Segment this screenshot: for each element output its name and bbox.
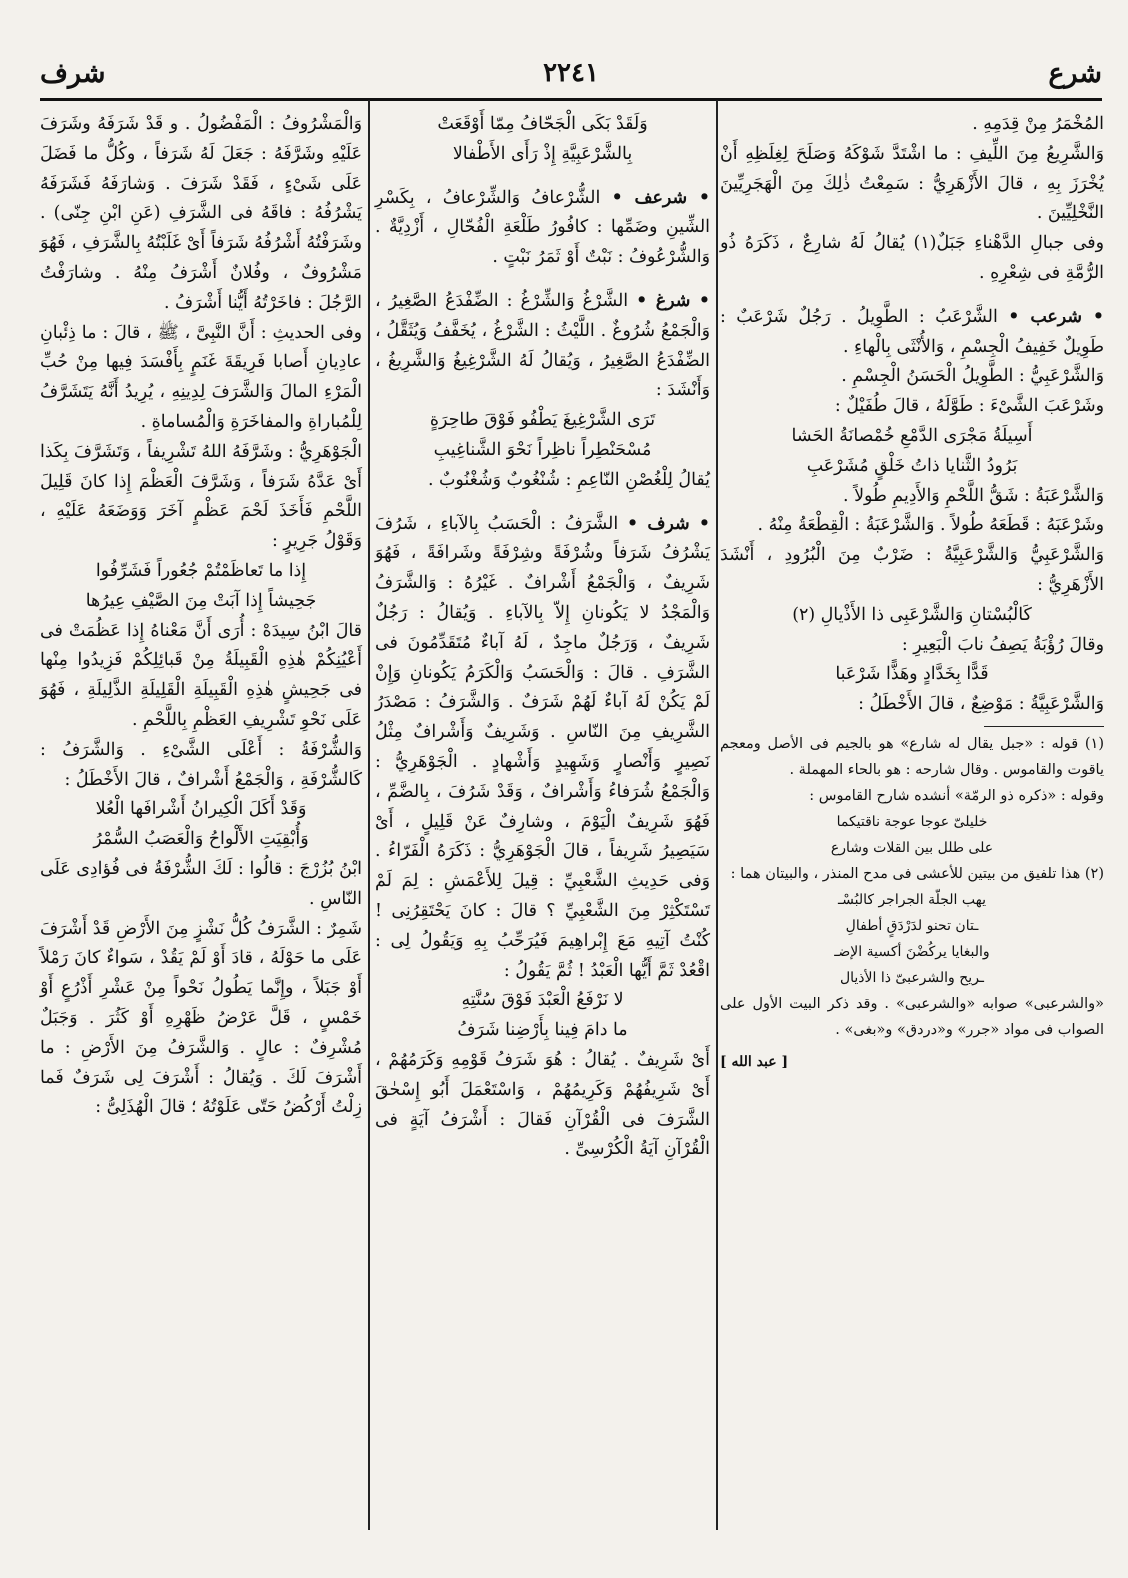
- column-left: [40, 110, 362, 1520]
- running-head-right: شرع: [1048, 58, 1102, 89]
- verse-line: قَدًّا بِخَدَّادٍ وهَذًّا شَرْعَبا: [835, 664, 989, 685]
- entry-text: وَالْمَشْرُوفُ : الْمَفْضُولُ . و قَدْ شَرَفَهُ وشَرَفَ عَلَيْهِ وشَرَّفَهُ : جَعَلَ لَهُ شَرَفاً ، وكُلُّ ما فَضَلَ عَلَى شَىْءٍ ، فَقَدْ شَرَفَ . وَشارَفَهُ فَشَرَفَهُ يَشْرُفُهُ : فاقَهُ فى الشَّرَفِ (عَنِ ابْنِ جِنّى) . وشَرَفْتُهُ أَشْرُفُهُ شَرَفاً أَىْ غَلَبْتُهُ بِالشَّرَفِ ، فَهُوَ مَشْرُوفٌ ، وفُلانٌ أَشْرَفُ مِنْهُ . وشارَفْتُ الرَّجُلَ : فاخَرْتُهُ أَيُّنا أَشْرَفُ .: [40, 114, 362, 313]
- footnote: (١) قوله : «جبل يقال له شارع» هو بالجيم فى الأصل ومعجم ياقوت والقاموس . وقال شارحه : هو بالحاء المهملة .: [720, 735, 1104, 778]
- footnotes: [720, 731, 1104, 1075]
- page-header: [40, 58, 1102, 98]
- verse-line: وَأُبْقِيَتِ الأَلْواحُ وَالْعَصَبُ السُّمْرُ: [93, 829, 309, 850]
- column-divider-right: [716, 100, 718, 1530]
- verse-line: مُسْحَنْطِراً ناظِراً نَحْوَ الشَّناغِيبِ: [433, 439, 652, 460]
- footnote-verse: ـتان تحنو لدَرْدَقٍ أطفالِ: [845, 917, 979, 934]
- column-middle: [375, 110, 710, 1470]
- entry-text: الْجَوْهَرِيُّ : وشَرَّفَهُ اللهُ تَشْرِيفاً ، وَتَشَرَّفَ بِكَذا أَىْ عَدَّهُ شَرَفاً ، وَشَرَّفَ الْعَظْمَ إِذا كانَ قَلِيلَ اللَّحْمِ فَأَخَذَ لَحْمَ عَظْمٍ آخَرَ وَوَضَعَهُ عَلَيْهِ ، وَقَوْلُ جَرِيرٍ :: [40, 441, 362, 552]
- entry-text: وشَرْعَبَهُ : قَطَعَهُ طُولاً . وَالشَّرْعَبَةُ : الْقِطْعَةُ مِنْهُ .: [757, 515, 1104, 536]
- verse-line: ما دامَ فِينا بِأَرْضِنا شَرَفُ: [457, 1020, 628, 1041]
- editor-signature: [ عبد الله ]: [720, 1053, 789, 1070]
- entry-shargh: • شرغ • الشَّرْغُ وَالشِّرْغُ : الضِّفْدَعُ الصَّغِيرُ ، وَالْجَمْعُ شُرُوغٌ . اللَّيْثُ : الشَّرْغُ ، يُخَفَّفُ وَيُثَقَّلُ ، الضِّفْدَعُ الصَّغِيرُ ، وَيُقالُ لَهُ الشَّرْغِيغُ وَالشَّرِيغُ ، وَأَنْشَدَ :: [375, 290, 710, 401]
- entry-text: وَالشَّرِيعُ مِنَ اللِّيفِ : ما اشْتَدَّ شَوْكَهُ وَصَلَحَ لِغِلَظِهِ أَنْ يُخْرَزَ بِهِ ، قالَ الأَزْهَرِيُّ : سَمِعْتُ ذٰلِكَ مِنَ الْهَجَرِيِّينَ النَّخْلِيِّينَ .: [720, 143, 1104, 224]
- verse-line: وَلَقَدْ بَكَى الْجَحّافُ مِمّا أَوْقَعَتْ: [437, 114, 648, 134]
- entry-sharab: • شرعب • الشَّرْعَبُ : الطَّوِيلُ . رَجُلٌ شَرْعَبٌ : طَوِيلٌ خَفِيفُ الْجِسْمِ ، وَالأُنْثَى بِالْهاءِ .: [720, 306, 1105, 357]
- footnote: وقوله : «ذكره ذو الرمّة» أنشده شارح القاموس :: [809, 787, 1104, 804]
- entry-text: وفى جبالِ الدَّهْناءِ جَبَلٌ(١) يُقالُ لَهُ شارِعٌ ، ذَكَرَهُ ذُو الرُّمَّةِ فى شِعْرِهِ .: [720, 233, 1104, 283]
- entry-text: ابْنُ بُزُرْجَ : قالُوا : لَكَ الشُّرْفَةُ فى فُؤادِى عَلَى النّاسِ .: [40, 858, 362, 909]
- entry-sharaf: • شرف • الشَّرَفُ : الْحَسَبُ بِالآباءِ ، شَرُفَ يَشْرُفُ شَرَفاً وشُرْفَةً وشِرْفَةً وشَرافَةً ، فَهُوَ شَرِيفٌ ، وَالْجَمْعُ أَشْرافٌ . غَيْرُهُ : وَالشَّرَفُ وَالْمَجْدُ لا يَكُونانِ إِلاّ بِالآباءِ . وَيُقالُ : رَجُلٌ شَرِيفٌ ، وَرَجُلٌ ماجِدٌ ، لَهُ آباءٌ مُتَقَدِّمُونَ فى الشَّرَفِ . قالَ : وَالْحَسَبُ وَالْكَرَمُ يَكُونانِ وَإِنْ لَمْ يَكُنْ لَهُ آباءٌ لَهُمْ شَرَفٌ . وَالشَّرَفُ : مَصْدَرُ الشَّرِيفِ مِنَ النّاسِ . وَشَرِيفٌ وَأَشْرافٌ مِثْلُ نَصِيرٍ وَأَنْصارٍ وَشَهِيدٍ وَأَشْهادٍ . الْجَوْهَرِيُّ : وَالْجَمْعُ شُرَفاءُ وَأَشْرافٌ ، وَقَدْ شَرُفَ ، بِالضَّمِّ ، فَهُوَ شَرِيفٌ الْيَوْمَ ، وشارِفٌ عَنْ قَلِيلٍ ، أَىْ سَيَصِيرُ شَرِيفاً ، قالَ الْجَوْهَرِيُّ : ذَكَرَهُ الْفَرّاءُ . وَفى حَدِيثِ الشَّعْبِيِّ : قِيلَ لِلأَعْمَشِ : لِمَ لَمْ تَسْتَكْثِرْ مِنَ الشَّعْبِيِّ ؟ قالَ : كانَ يَحْتَقِرُنِى ! كُنْتُ آتِيهِ مَعَ إِبْراهِيمَ فَيُرَحِّبُ بِهِ وَيَقُولُ لِى : اقْعُدْ ثَمَّ أَيُّها الْعَبْدُ ! ثُمَّ يَقُولُ :: [375, 513, 710, 981]
- footnote-verse: ـريح والشرعبىّ ذا الأذيال: [839, 969, 985, 986]
- verse-line: أَسِيلَةُ مَجْرَى الدَّمْعِ خُمْصانَةُ الحَشا: [791, 425, 1033, 446]
- entry-text: وقالَ رُؤْبَةُ يَصِفُ نابَ الْبَعِيرِ :: [901, 634, 1104, 655]
- entry-text: وفى الحديثِ : أَنَّ النَّبِىَّ ، ﷺ ، قالَ : ما ذِئْبانِ عادِيانِ أَصابا فَرِيقَةَ غَنَمٍ بِأَفْسَدَ فِيها مِنْ حُبِّ الْمَرْءِ المالَ وَالشَّرَفَ لِدِينِهِ ، يُرِيدُ أَنَّهُ يَتَشَرَّفُ لِلْمُباراةِ والمفاخَرَةِ وَالْمُساماةِ .: [40, 322, 362, 432]
- entry-text: يُقالُ لِلْغُصْنِ النّاعِمِ : شُنْغُوبٌ وَشُغْنُوبٌ .: [427, 469, 710, 490]
- running-head-left: شرف: [40, 58, 106, 89]
- footnote-rule: [984, 726, 1104, 727]
- page-number: ٢٢٤١: [543, 58, 599, 88]
- verse-line: وَقَدْ أَكَلَ الْكِيرانُ أَشْرافَها الْعُلا: [95, 799, 307, 820]
- verse-line: إِذا ما تَعاظَمْتُمْ جُعُوراً فَشَرِّفُوا: [95, 560, 307, 581]
- entry-text: وَالشُّرْفَةُ : أَعْلَى الشَّىْءِ . وَالشَّرَفُ : كَالشُّرْفَةِ ، وَالْجَمْعُ أَشْرافٌ ، قالَ الأَخْطَلُ :: [40, 739, 362, 790]
- verse-line: جَحِيشاً إِذا آبَتْ مِنَ الصَّيْفِ عِيرُها: [85, 590, 317, 611]
- entry-text: وَالشَّرْعَبِيَّةُ : مَوْضِعٌ ، قالَ الأَخْطَلُ :: [858, 694, 1104, 715]
- footnote-verse: خليلىّ عوجا عوجة ناقتيكما: [836, 813, 988, 830]
- entry-text: وَالشَّرْعَبِيُّ : الطَّوِيلُ الْحَسَنُ الْجِسْمِ .: [841, 366, 1104, 387]
- headword: • شرعب •: [1008, 306, 1105, 327]
- headword: • شرعف •: [611, 187, 711, 208]
- footnote-verse: والبغايا يركُضْنَ أكسية الإضـ: [834, 943, 990, 960]
- entry-text: وشَرْعَبَ الشَّىْءَ : طَوَّلَهُ ، قالَ طُفَيْلٌ :: [834, 396, 1104, 417]
- verse-line: تَرَى الشَّرْغِيغَ يَطْفُو فَوْقَ طاحِرَةٍ: [429, 410, 656, 431]
- footnote-verse: على طلل بين القلات وشارع: [830, 839, 994, 856]
- verse-line: لا نَرْفَعُ الْعَبْدَ فَوْقَ سُنَّتِهِ: [461, 990, 624, 1011]
- footnote: «والشرعبى» صوابه «والشرعبى» . وقد ذكر البيت الأول على الصواب فى مواد «جرر» و«دردق» و«بغى» .: [720, 995, 1104, 1038]
- verse-line: بَرُودُ الثَّنايا ذاتُ خَلْقٍ مُشَرْعَبِ: [806, 455, 1018, 476]
- headword: • شرغ •: [636, 290, 710, 311]
- headword: • شرف •: [626, 513, 710, 534]
- entry-text: أَىْ شَرِيفٌ . يُقالُ : هُوَ شَرَفُ قَوْمِهِ وَكَرَمُهُمْ ، أَىْ شَرِيفُهُمْ وَكَرِيمُهُمْ ، وَاسْتَعْمَلَ أَبُو إِسْحٰقَ الشَّرَفَ فى الْقُرْآنِ فَقالَ : أَشْرَفُ آيَةٍ فى الْقُرْآنِ آيَةُ الْكُرْسِىِّ .: [375, 1049, 710, 1160]
- header-rule: [40, 98, 1102, 101]
- entry-text: المُخْمَرُ مِنْ قِدَمِهِ .: [972, 114, 1104, 134]
- verse-line: بِالشَّرْعَبِيَّةِ إِذْ رَأَى الأَطْفالا: [452, 143, 633, 164]
- column-right: [720, 110, 1104, 1470]
- footnote: (٢) هذا تلفيق من بيتين للأعشى فى مدح المنذر ، والبيتان هما :: [730, 865, 1104, 882]
- footnote-verse: يهب الجلّة الجراجر كالبُسْـ: [838, 891, 986, 908]
- entry-text: شَمِرٌ : الشَّرَفُ كُلُّ نَشْزٍ مِنَ الأَرْضِ قَدْ أَشْرَفَ عَلَى ما حَوْلَهُ ، قادَ أَوْ لَمْ يَقُدْ ، سَواءٌ كانَ رَمْلاً أَوْ جَبَلاً ، وإِنَّما يَطُولُ نَحْواً مِنْ عَشْرِ أَذْرُعٍ أَوْ خَمْسٍ ، قَلَّ عَرْضُ ظَهْرِهِ أَوْ كَثُرَ . وَجَبَلٌ مُشْرِفٌ : عالٍ . وَالشَّرَفُ مِنَ الأَرْضِ : ما أَشْرَفَ لَكَ . وَيُقالُ : أَشْرَفَ لِى شَرَفٌ فَما زِلْتُ أَرْكُضُ حَتّى عَلَوْتُهُ ؛ قالَ الْهُذَلِىُّ :: [40, 918, 362, 1118]
- entry-text: وَالشَّرْعَبَةُ : شَقُّ اللَّحْمِ وَالأَدِيمِ طُولاً .: [843, 485, 1104, 506]
- entry-shar-af: • شرعف • الشُّرْعافُ وَالشِّرْعافُ ، بِكَسْرِ الشِّينِ وضَمِّها : كافُورُ طَلْعَةِ الْفُحّالِ ، أَزْدِيَّةٌ . وَالشُّرْعُوفُ : نَبْتٌ أَوْ ثَمَرُ نَبْتٍ .: [375, 187, 711, 268]
- verse-line: كَالْبُسْتانِ وَالشَّرْعَبِى ذا الأَذْيالِ (٢): [792, 604, 1032, 625]
- entry-text: وَالشَّرْعَبِيُّ وَالشَّرْعَبِيَّةُ : ضَرْبٌ مِنَ الْبُرُودِ ، أَنْشَدَ الأَزْهَرِيُّ :: [720, 545, 1104, 595]
- column-divider-left: [368, 100, 370, 1530]
- entry-text: قالَ ابْنُ سِيدَهْ : أُرَى أَنَّ مَعْناهُ إِذا عَظُمَتْ فى أَعْيُنِكُمْ هٰذِهِ الْقَبِيلَةُ مِنْ قَبائِلِكُمْ فَزِيدُوا مِنْها فى جَحِيشٍ هٰذِهِ الْقَبِيلَةِ الْقَلِيلَةِ الذَّلِيلَةِ ، فَهُوَ عَلَى نَحْوِ تَشْرِيفِ العَظْمِ بِاللَّحْمِ .: [40, 620, 362, 730]
